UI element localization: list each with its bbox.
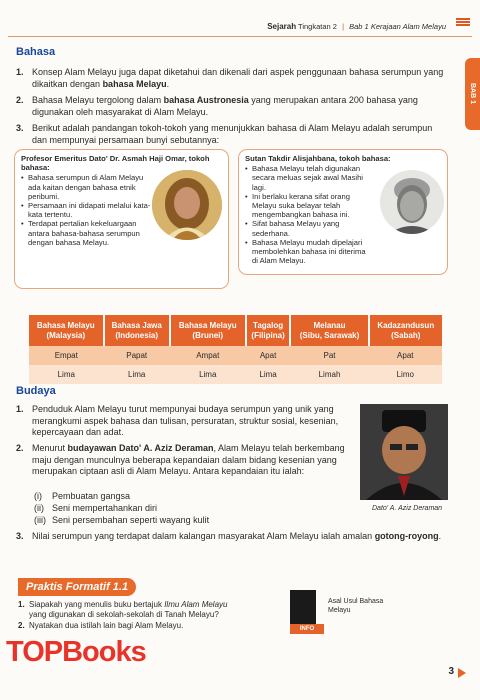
budaya-list-item <box>34 491 130 501</box>
budaya-paragraph-1 <box>16 404 356 439</box>
header-region: (Sibu, Sarawak) <box>299 330 360 340</box>
question-text-continued: yang digunakan di sekolah-sekolah di Tanah Melayu? <box>29 609 219 619</box>
section-title-budaya: Budaya <box>16 385 56 397</box>
quote-box-title: Profesor Emeritus Dato' Dr. Asmah Haji Omar, tokoh bahasa: <box>21 154 210 173</box>
praktis-formatif-title: Praktis Formatif 1.1 <box>18 578 136 596</box>
quote-box-item: • Terdapat pertalian kekeluargaan antara bahasa-bahasa serumpun dengan bahasa Melayu. <box>21 219 151 247</box>
table-header-cell <box>104 315 170 346</box>
quote-box-item: • Bahasa Melayu telah digunakan secara meluas sejak awal Masihi lagi. <box>245 164 373 192</box>
paragraph-number: 2. <box>16 443 24 453</box>
page-number: 3 <box>448 666 454 677</box>
list-marker: (i) <box>34 491 42 501</box>
table-header-cell <box>246 315 291 346</box>
header-chapter-title: Kerajaan Alam Melayu <box>370 22 446 31</box>
info-label: INFO <box>290 624 324 634</box>
paragraph-text-continued: yang merupakan antara 200 bahasa yang digunakan oleh masyarakat di Alam Melayu. <box>32 95 418 117</box>
quote-box-title: Sutan Takdir Alisjahbana, tokoh bahasa: <box>245 154 391 163</box>
quote-box-item: • Bahasa serumpun di Alam Melayu ada kaitan dengan bahasa etnik peribumi. <box>21 173 151 201</box>
keyword-gotong-royong: gotong-royong <box>374 531 439 541</box>
question-number: 2. <box>18 621 25 631</box>
portrait-asmah-image <box>152 170 222 240</box>
budaya-list-item <box>34 503 157 513</box>
header-language: Bahasa Melayu <box>178 320 237 330</box>
paragraph-number: 1. <box>16 404 24 414</box>
language-comparison-table <box>29 315 442 384</box>
table-cell: Lima <box>29 365 104 384</box>
table-cell: Pat <box>290 346 368 365</box>
list-marker: (iii) <box>34 515 46 525</box>
budaya-paragraph-3 <box>16 531 448 543</box>
header-region: (Brunei) <box>192 330 224 340</box>
table-cell: Papat <box>104 346 170 365</box>
paragraph-number: 2. <box>16 95 24 105</box>
header-divider <box>8 36 472 37</box>
keyword-budayawan: budayawan Dato' A. Aziz Deraman <box>67 443 214 453</box>
header-subject: Sejarah <box>267 22 297 31</box>
header-form: Tingkatan 2 <box>298 22 337 31</box>
paragraph-end: . <box>438 531 442 541</box>
portrait-alisjahbana <box>380 170 444 234</box>
header-region: (Sabah) <box>391 330 421 340</box>
photo-aziz-deraman <box>360 404 448 500</box>
table-cell: Ampat <box>170 346 246 365</box>
logo-part-top: TOP <box>6 636 63 668</box>
budaya-list-item <box>34 515 209 525</box>
keyword-bahasa-austronesia: bahasa Austronesia <box>163 95 249 105</box>
quote-box-item: • Sifat bahasa Melayu yang sederhana. <box>245 219 373 237</box>
book-title: Ilmu Alam Melayu <box>164 600 228 609</box>
paragraph-text: Berikut adalah pandangan tokoh-tokoh yang menunjukkan bahasa di Alam Melayu adalah serumpun dan mempunyai persamaan bunyi sebutannya: <box>32 123 433 145</box>
list-text: Seni persembahan seperti wayang kulit <box>52 515 210 525</box>
paragraph-text-continued: , Alam Melayu telah berkembang maju dengan munculnya beberapa kepandaian dalam bidang kesenian yang merupakan ciptaan asli di Alam Melayu. Antara kepandaian itu ialah: <box>32 443 345 476</box>
table-header-cell <box>170 315 246 346</box>
header-language: Kadazandusun <box>377 320 435 330</box>
portrait-alisjahbana-image <box>380 170 444 234</box>
table-header-cell <box>290 315 368 346</box>
list-text: Pembuatan gangsa <box>52 491 131 501</box>
topbooks-logo <box>6 636 146 669</box>
header-region: (Filipina) <box>251 330 285 340</box>
paragraph-text: Menurut <box>32 443 68 453</box>
bahasa-paragraph-1 <box>16 67 448 90</box>
table-cell: Apat <box>369 346 442 365</box>
paragraph-text: Penduduk Alam Melayu turut mempunyai budaya serumpun yang unik yang merangkumi aspek bahasa dan tulisan, persuratan, struktur sosial, kesenian, kepercayaan dan adat. <box>32 404 339 437</box>
table-row <box>29 365 442 384</box>
paragraph-number: 3. <box>16 123 24 133</box>
info-text: Asal Usul Bahasa Melayu <box>328 598 384 614</box>
budaya-paragraph-2 <box>16 443 356 478</box>
table-cell: Lima <box>170 365 246 384</box>
table-row <box>29 346 442 365</box>
photo-aziz-deraman-image <box>360 404 448 500</box>
table-header-row <box>29 315 442 346</box>
bahasa-paragraph-3 <box>16 123 448 146</box>
paragraph-number: 3. <box>16 531 24 541</box>
question-item <box>18 600 230 619</box>
paragraph-text: Konsep Alam Melayu juga dapat diketahui dan dikenali dari aspek penggunaan bahasa serumpun yang dikaitkan dengan <box>32 67 444 89</box>
table-cell: Lima <box>246 365 291 384</box>
header-region: (Malaysia) <box>46 330 86 340</box>
question-number: 1. <box>18 600 25 609</box>
header-region: (Indonesia) <box>115 330 159 340</box>
quote-box-item: • Bahasa Melayu mudah dipelajari membolehkan bahasa ini diterima di Alam Melayu. <box>245 238 373 266</box>
table-cell: Empat <box>29 346 104 365</box>
header-separator: | <box>342 22 345 31</box>
bahasa-paragraph-2 <box>16 95 448 118</box>
corner-stripes-icon <box>456 18 470 30</box>
paragraph-text: Nilai serumpun yang terdapat dalam kalangan masyarakat Alam Melayu ialah amalan <box>32 531 375 541</box>
table-header-cell <box>369 315 442 346</box>
question-text: Siapakah yang menulis buku bertajuk <box>29 600 165 609</box>
header-chapter: Bab 1 <box>349 22 369 31</box>
paragraph-end: . <box>166 78 170 89</box>
section-title-bahasa: Bahasa <box>16 46 56 58</box>
chapter-tab: BAB 1 <box>465 58 480 130</box>
paragraph-number: 1. <box>16 67 24 77</box>
quote-box-item: • Persamaan ini didapati melalui kata-kata tertentu. <box>21 201 151 219</box>
quote-box-list <box>245 164 373 265</box>
list-marker: (ii) <box>34 503 44 513</box>
table-cell: Limah <box>290 365 368 384</box>
header-language: Melanau <box>313 320 346 330</box>
list-text: Seni mempertahankan diri <box>52 503 158 513</box>
page-arrow-icon <box>458 668 466 678</box>
keyword-bahasa-melayu: bahasa Melayu <box>102 78 167 89</box>
question-text: Nyatakan dua istilah lain bagi Alam Melayu. <box>29 621 184 631</box>
portrait-asmah <box>152 170 222 240</box>
running-header <box>267 22 446 31</box>
praktis-formatif-questions <box>18 598 230 631</box>
table-header-cell <box>29 315 104 346</box>
header-language: Tagalog <box>253 320 284 330</box>
table-cell: Lima <box>104 365 170 384</box>
header-language: Bahasa Melayu <box>36 320 95 330</box>
quote-box-item: • Ini berlaku kerana sifat orang Melayu suka belayar telah mengembangkan bahasa ini. <box>245 192 373 220</box>
table-cell: Limo <box>369 365 442 384</box>
paragraph-text: Bahasa Melayu tergolong dalam <box>32 95 164 105</box>
question-item <box>18 621 230 631</box>
photo-caption: Dato' A. Aziz Deraman <box>372 505 443 512</box>
logo-part-books: Books <box>62 636 146 668</box>
header-language: Bahasa Jawa <box>111 320 162 330</box>
quote-box-list <box>21 173 151 247</box>
table-cell: Apat <box>246 346 291 365</box>
